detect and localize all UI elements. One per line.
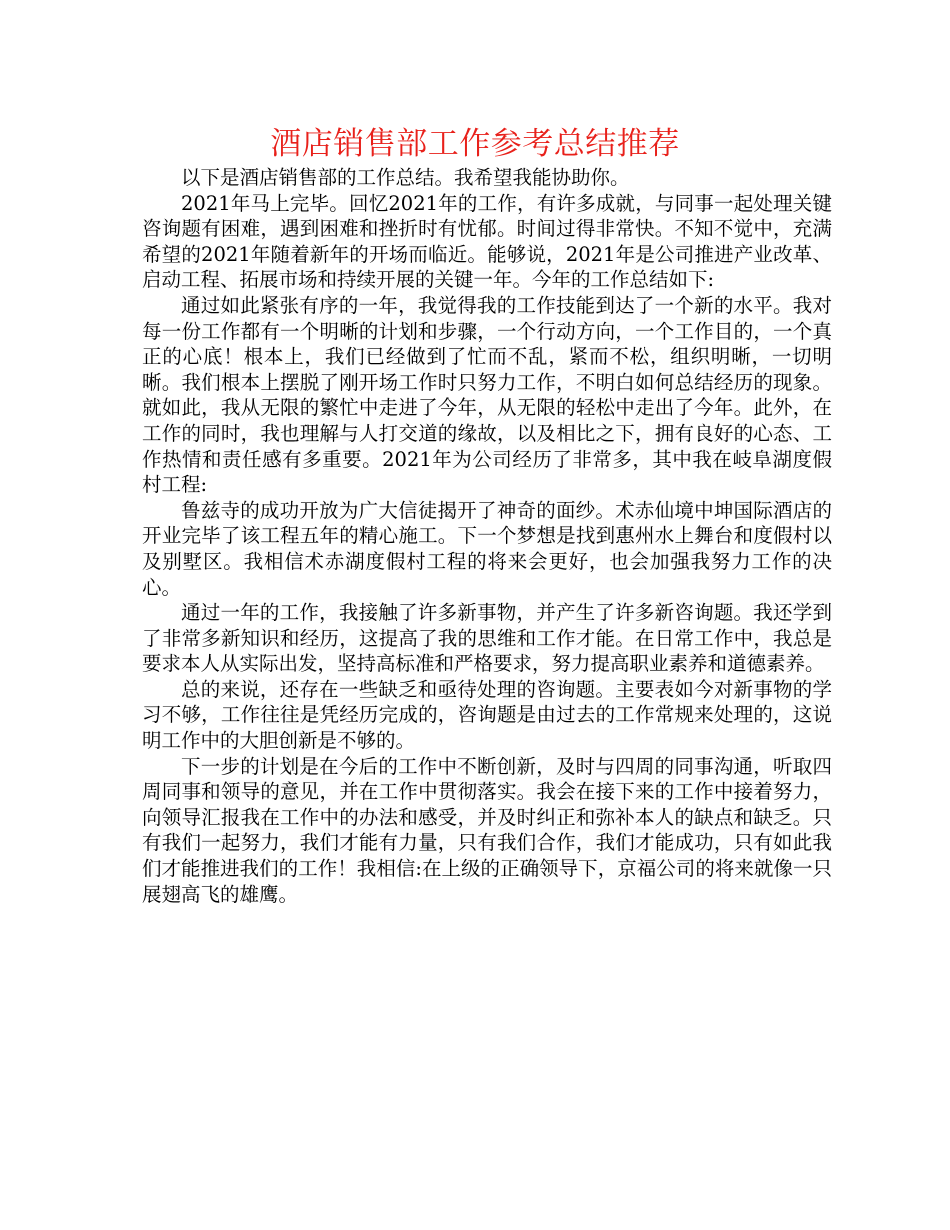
paragraph-projects: 鲁兹寺的成功开放为广大信徒揭开了神奇的面纱。术赤仙境中坤国际酒店的开业完毕了该工程五年的精心施工。下一个梦想是找到惠州水上舞台和度假村以及别墅区。我相信术赤湖度假村工程的将来会更好，也会加强我努力工作的决心。 (142, 498, 832, 599)
document-title: 酒店销售部工作参考总结推荐 (270, 126, 680, 162)
paragraph-year-review: 2021年马上完毕。回忆2021年的工作，有许多成就，与同事一起处理关键咨询题有困难，遇到困难和挫折时有忧郁。时间过得非常快。不知不觉中，充满希望的2021年随着新年的开场而临近。能够说，2021年是公司推进产业改革、启动工程、拓展市场和持续开展的关键一年。今年的工作总结如下: (142, 191, 832, 292)
paragraph-intro: 以下是酒店销售部的工作总结。我希望我能协助你。 (181, 166, 630, 189)
paragraph-next-plan: 下一步的计划是在今后的工作中不断创新，及时与四周的同事沟通，听取四周同事和领导的意见，并在工作中贯彻落实。我会在接下来的工作中接着努力，向领导汇报我在工作中的办法和感受，并及时纠正和弥补本人的缺点和缺乏。只有我们一起努力，我们才能有力量，只有我们合作，我们才能成功，只有如此我们才能推进我们的工作！我相信:在上级的正确领导下，京福公司的将来就像一只展翅高飞的雄鹰。 (142, 754, 832, 906)
document-body (142, 165, 832, 907)
paragraph-work-skills: 通过如此紧张有序的一年，我觉得我的工作技能到达了一个新的水平。我对每一份工作都有一个明晰的计划和步骤，一个行动方向，一个工作目的，一个真正的心底！根本上，我们已经做到了忙而不乱，紧而不松，组织明晰，一切明晰。我们根本上摆脱了刚开场工作时只努力工作，不明白如何总结经历的现象。就如此，我从无限的繁忙中走进了今年，从无限的轻松中走出了今年。此外，在工作的同时，我也理解与人打交道的缘故，以及相比之下，拥有良好的心态、工作热情和责任感有多重要。2021年为公司经历了非常多，其中我在岐阜湖度假村工程: (142, 293, 832, 497)
paragraph-learning: 通过一年的工作，我接触了许多新事物，并产生了许多新咨询题。我还学到了非常多新知识和经历，这提高了我的思维和工作才能。在日常工作中，我总是要求本人从实际出发，坚持高标准和严格要求，努力提高职业素养和道德素养。 (142, 601, 832, 676)
paragraph-shortcomings: 总的来说，还存在一些缺乏和亟待处理的咨询题。主要表如今对新事物的学习不够，工作往往是凭经历完成的，咨询题是由过去的工作常规来处理的，这说明工作中的大胆创新是不够的。 (142, 677, 832, 753)
